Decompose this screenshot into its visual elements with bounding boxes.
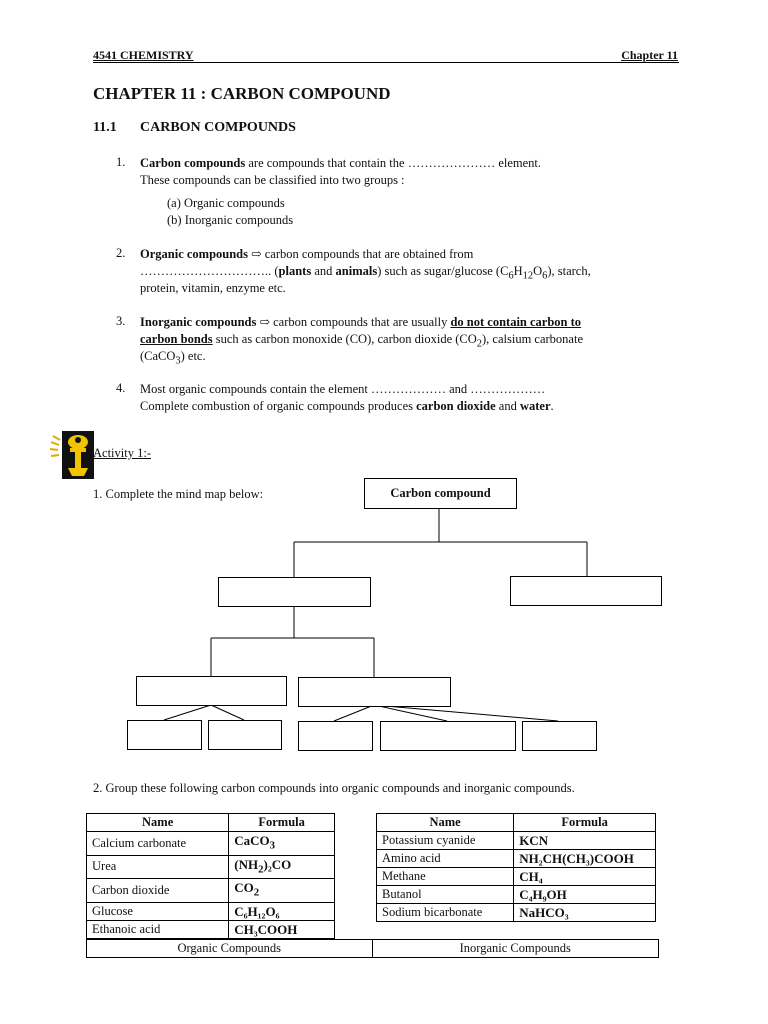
item-1-line2: These compounds can be classified into two groups : <box>140 173 405 187</box>
item-4-number: 4. <box>116 381 126 395</box>
compound-name: Potassium cyanide <box>377 832 514 850</box>
compound-name: Urea <box>87 855 229 879</box>
mindmap-box-level2-left[interactable] <box>136 676 287 706</box>
compound-formula: $CO_2$ <box>229 879 335 903</box>
table-row <box>87 879 335 903</box>
activity-label: Activity 1:- <box>93 446 151 460</box>
chapter-title: CHAPTER 11 : CARBON COMPOUND <box>93 84 391 103</box>
mindmap-box-leaf-4[interactable] <box>380 721 516 751</box>
compound-formula: KCN <box>514 832 656 850</box>
compound-name: Butanol <box>377 886 514 904</box>
compound-name: Ethanoic acid <box>87 920 229 938</box>
compound-name: Sodium bicarbonate <box>377 904 514 922</box>
table-row <box>87 902 335 920</box>
organic-compounds-header: Organic Compounds <box>87 940 373 958</box>
item-4-line2: Complete combustion of organic compounds produces carbon dioxide and water. <box>140 399 554 413</box>
inorganic-compounds-header: Inorganic Compounds <box>372 940 659 958</box>
compound-formula: NH₂CH(CH₃)COOH <box>514 850 656 868</box>
table-row <box>87 832 335 856</box>
mindmap-box-leaf-3[interactable] <box>298 721 373 751</box>
compound-formula: CaCO$_3$ <box>229 832 335 856</box>
mindmap-box-level1-right[interactable] <box>510 576 662 606</box>
compound-formula: $(NH_2)_2CO$ <box>229 855 335 879</box>
table-header-formula: Formula <box>229 814 335 832</box>
question-2: 2. Group these following carbon compounds into organic compounds and inorganic compounds. <box>93 781 575 795</box>
item-2-line1: Organic compounds ⇨ carbon compounds that are obtained from <box>140 247 474 261</box>
mindmap-box-leaf-2[interactable] <box>208 720 282 750</box>
compound-name: Carbon dioxide <box>87 879 229 903</box>
item-3-line1: Inorganic compounds ⇨ carbon compounds that are usually do not contain carbon to <box>140 315 582 329</box>
item-1-sub-b: (b) Inorganic compounds <box>167 213 294 227</box>
table-row <box>377 832 656 850</box>
table-header-name: Name <box>377 814 514 832</box>
compound-name: Amino acid <box>377 850 514 868</box>
compound-formula: C₆H₁₂O₆ <box>229 902 335 920</box>
mindmap-box-leaf-1[interactable] <box>127 720 202 750</box>
item-3-number: 3. <box>116 314 126 328</box>
compounds-table-left <box>86 813 335 939</box>
compound-name: Calcium carbonate <box>87 832 229 856</box>
question-1: 1. Complete the mind map below: <box>93 487 264 501</box>
table-header-formula: Formula <box>514 814 656 832</box>
header-left: 4541 CHEMISTRY <box>93 48 194 62</box>
compounds-table-right <box>376 813 656 922</box>
mindmap-box-leaf-5[interactable] <box>522 721 597 751</box>
table-header-name: Name <box>87 814 229 832</box>
section-number: 11.1 <box>93 120 117 135</box>
table-row <box>377 904 656 922</box>
compound-name: Glucose <box>87 902 229 920</box>
item-1-sub-a: (a) Organic compounds <box>167 196 285 210</box>
compound-formula: CH₄ <box>514 868 656 886</box>
table-row <box>377 850 656 868</box>
mindmap-root-box: Carbon compound <box>364 478 517 509</box>
table-row <box>87 920 335 938</box>
item-3-line3: (CaCO$_3$) etc. <box>140 349 206 367</box>
mindmap-box-level2-right[interactable] <box>298 677 451 707</box>
compound-formula: CH₃COOH <box>229 920 335 938</box>
compound-formula: C₄H₉OH <box>514 886 656 904</box>
item-1-line1: Carbon compounds are compounds that contain the ………………… element. <box>140 156 542 170</box>
mindmap-box-level1-left[interactable] <box>218 577 371 607</box>
item-2-line3: protein, vitamin, enzyme etc. <box>140 281 286 295</box>
grouping-table <box>86 939 659 958</box>
compound-formula: NaHCO₃ <box>514 904 656 922</box>
header-right: Chapter 11 <box>621 48 678 62</box>
item-2-line2: ………………………….. (plants and animals) such as sugar/glucose $(C_6H_{12}O_6)$, starch, <box>140 264 591 282</box>
item-4-line1: Most organic compounds contain the element ……………… and ……………… <box>140 382 546 396</box>
item-2-number: 2. <box>116 246 126 260</box>
item-3-line2: carbon bonds such as carbon monoxide (CO), carbon dioxide $(CO_2)$, calsium carbonate <box>140 332 583 350</box>
table-row <box>377 886 656 904</box>
table-row <box>87 855 335 879</box>
section-title: CARBON COMPOUNDS <box>140 120 296 135</box>
item-1-number: 1. <box>116 155 126 169</box>
table-row <box>377 868 656 886</box>
compound-name: Methane <box>377 868 514 886</box>
